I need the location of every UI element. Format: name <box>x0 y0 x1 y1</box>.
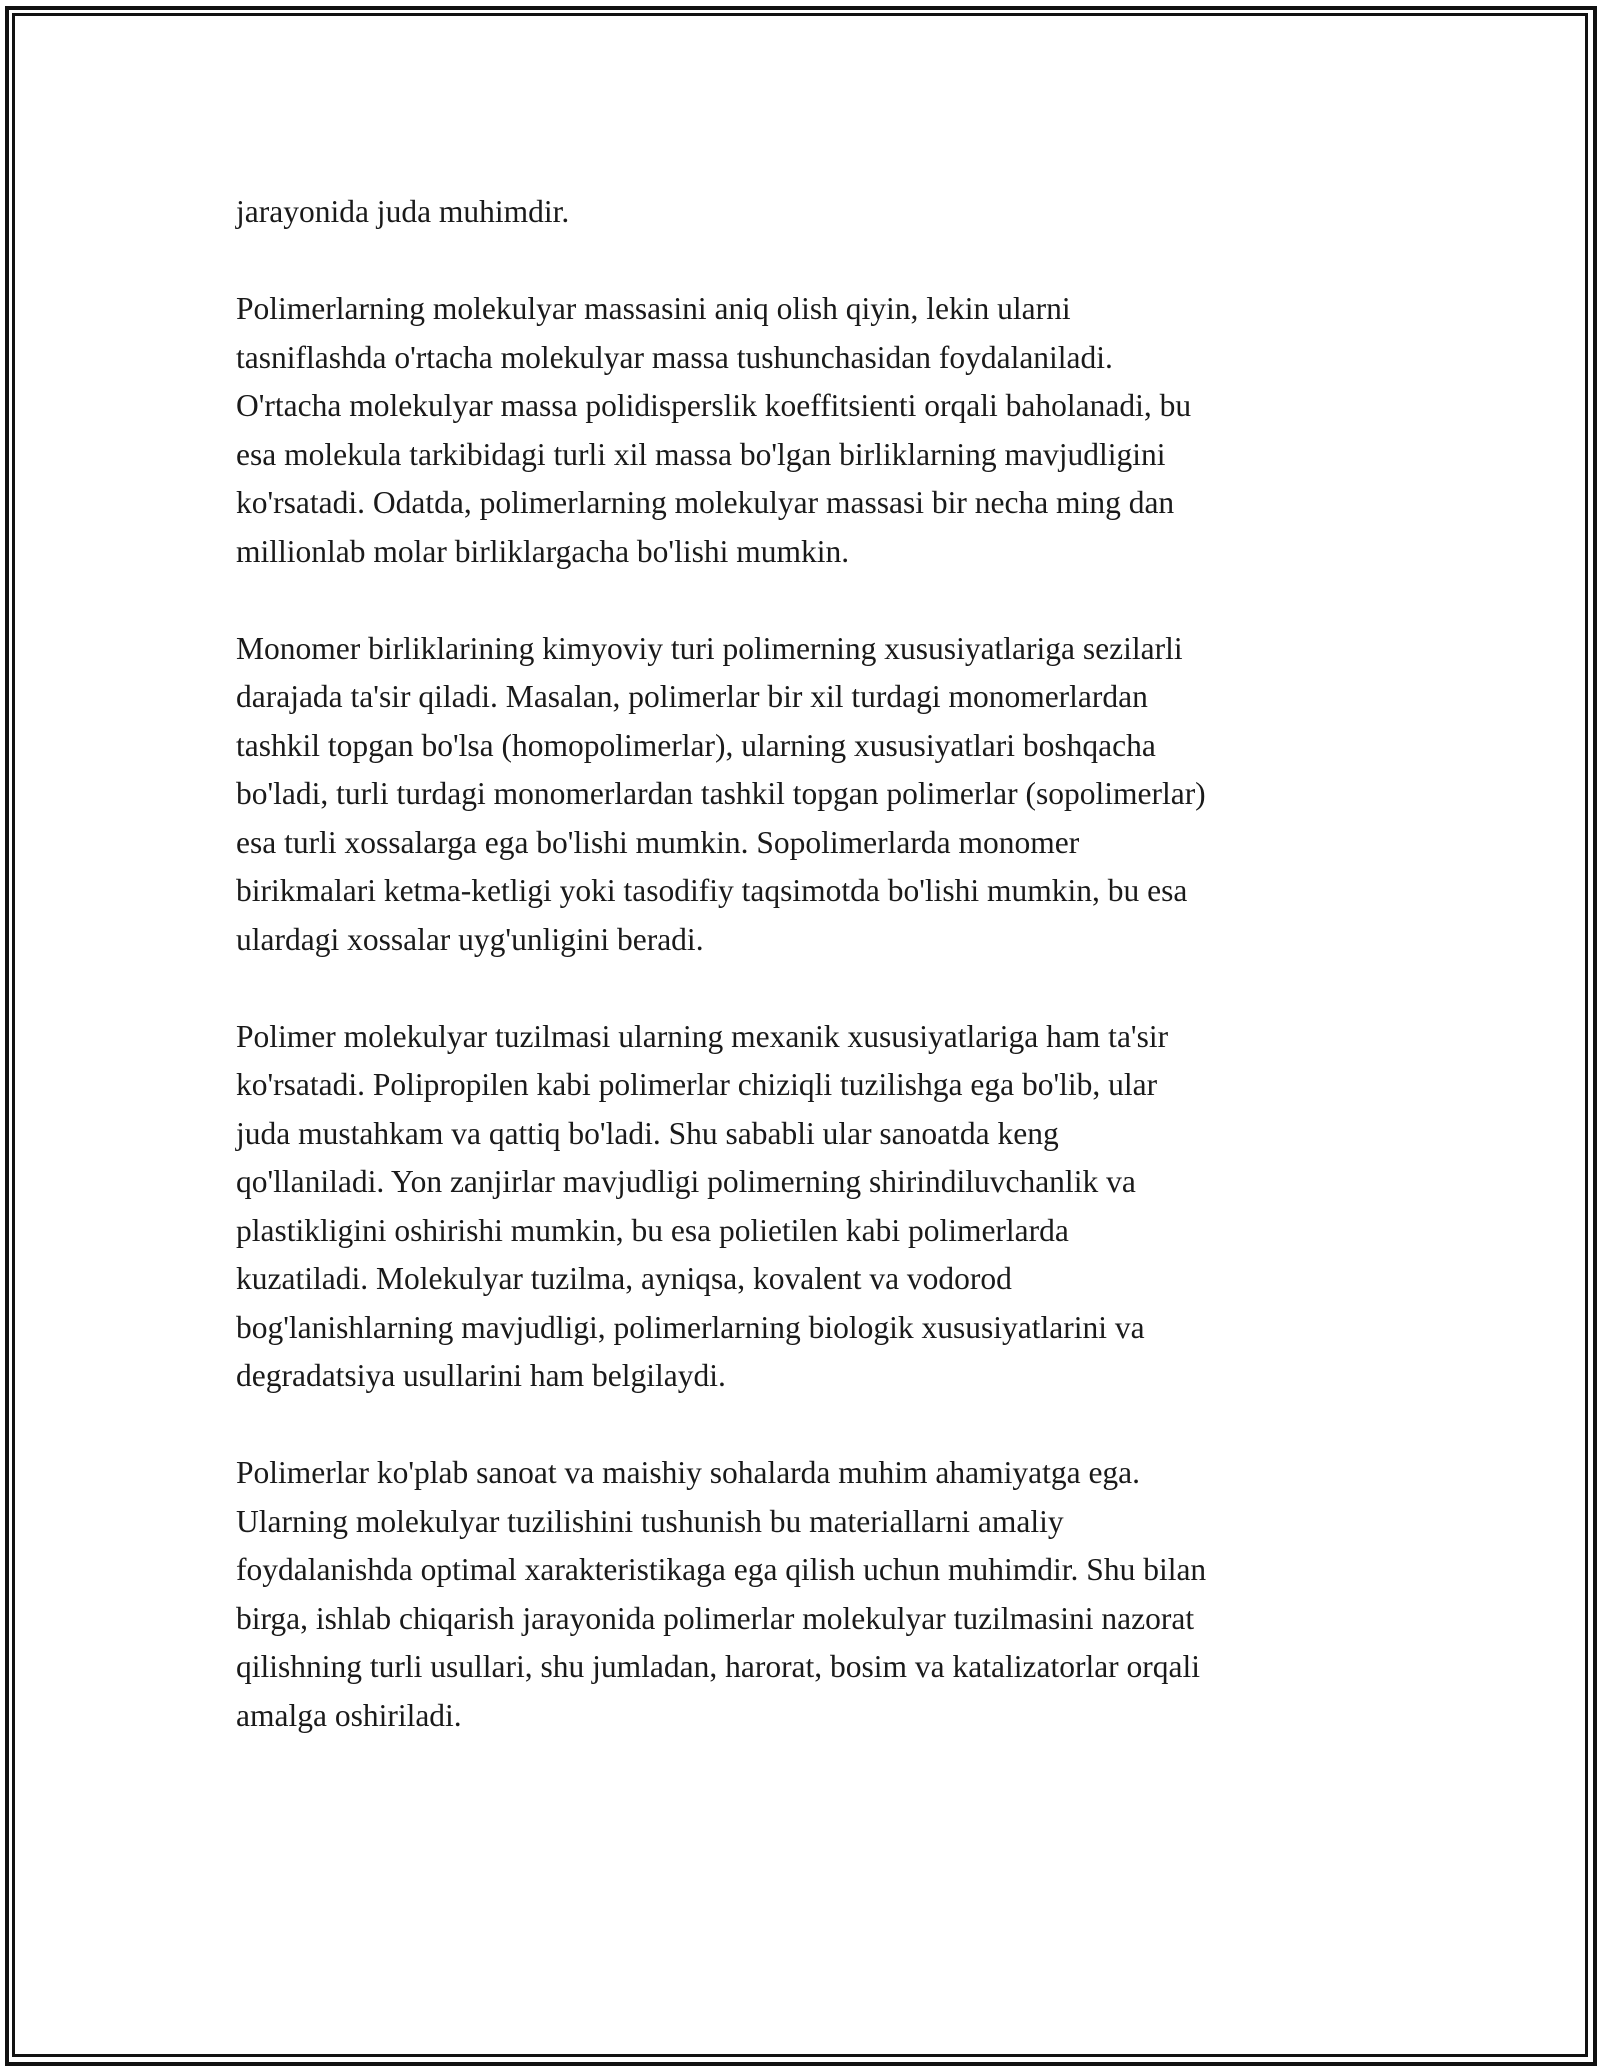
paragraph-1 <box>236 188 1376 237</box>
text-line: amalga oshiriladi. <box>236 1697 462 1733</box>
paragraph-5 <box>236 1449 1376 1740</box>
text-line: birga, ishlab chiqarish jarayonida polimerlar molekulyar tuzilmasini nazorat <box>236 1600 1195 1636</box>
text-line: bog'lanishlarning mavjudligi, polimerlarning biologik xususiyatlarini va <box>236 1309 1145 1345</box>
text-line: qilishning turli usullari, shu jumladan, harorat, bosim va katalizatorlar orqali <box>236 1649 1201 1684</box>
text-line: Monomer birliklarining kimyoviy turi polimerning xususiyatlariga sezilarli <box>236 630 1183 666</box>
text-line: kuzatiladi. Molekulyar tuzilma, ayniqsa, kovalent va vodorod <box>236 1261 1012 1296</box>
text-line: birikmalari ketma-ketligi yoki tasodifiy taqsimotda bo'lishi mumkin, bu esa <box>236 873 1188 908</box>
text-line: ko'rsatadi. Polipropilen kabi polimerlar chiziqli tuzilishga ega bo'lib, ular <box>236 1067 1158 1102</box>
text-line: ulardagi xossalar uyg'unligini beradi. <box>236 921 704 957</box>
document-body <box>236 188 1376 1789</box>
paragraph-3 <box>236 625 1376 965</box>
text-line: Polimerlarning molekulyar massasini aniq olish qiyin, lekin ularni <box>236 291 1071 326</box>
text-line: plastikligini oshirishi mumkin, bu esa polietilen kabi polimerlarda <box>236 1212 1069 1248</box>
text-line: tasniflashda o'rtacha molekulyar massa tushunchasidan foydalaniladi. <box>236 339 1113 375</box>
text-line: millionlab molar birliklargacha bo'lishi mumkin. <box>236 533 850 569</box>
paragraph-4 <box>236 1013 1376 1401</box>
text-line: qo'llaniladi. Yon zanjirlar mavjudligi polimerning shirindiluvchanlik va <box>236 1164 1136 1199</box>
text-line: Polimer molekulyar tuzilmasi ularning mexanik xususiyatlariga ham ta'sir <box>236 1018 1169 1054</box>
text-line: esa molekula tarkibidagi turli xil massa bo'lgan birliklarning mavjudligini <box>236 436 1166 472</box>
text-line: juda mustahkam va qattiq bo'ladi. Shu sababli ular sanoatda keng <box>236 1115 1059 1151</box>
text-line: ko'rsatadi. Odatda, polimerlarning molekulyar massasi bir necha ming dan <box>236 485 1175 520</box>
text-line: Polimerlar ko'plab sanoat va maishiy sohalarda muhim ahamiyatga ega. <box>236 1455 1141 1490</box>
text-line: jarayonida juda muhimdir. <box>236 194 570 229</box>
text-line: foydalanishda optimal xarakteristikaga ega qilish uchun muhimdir. Shu bilan <box>236 1552 1207 1587</box>
text-line: tashkil topgan bo'lsa (homopolimerlar), ularning xususiyatlari boshqacha <box>236 727 1156 763</box>
text-line: degradatsiya usullarini ham belgilaydi. <box>236 1358 726 1393</box>
text-line: Ularning molekulyar tuzilishini tushunish bu materiallarni amaliy <box>236 1503 1064 1539</box>
text-line: esa turli xossalarga ega bo'lishi mumkin. Sopolimerlarda monomer <box>236 824 1080 860</box>
text-line: bo'ladi, turli turdagi monomerlardan tashkil topgan polimerlar (sopolimerlar) <box>236 776 1206 811</box>
paragraph-2 <box>236 285 1376 576</box>
text-line: O'rtacha molekulyar massa polidisperslik koeffitsienti orqali baholanadi, bu <box>236 388 1192 423</box>
text-line: darajada ta'sir qiladi. Masalan, polimerlar bir xil turdagi monomerlardan <box>236 679 1148 714</box>
